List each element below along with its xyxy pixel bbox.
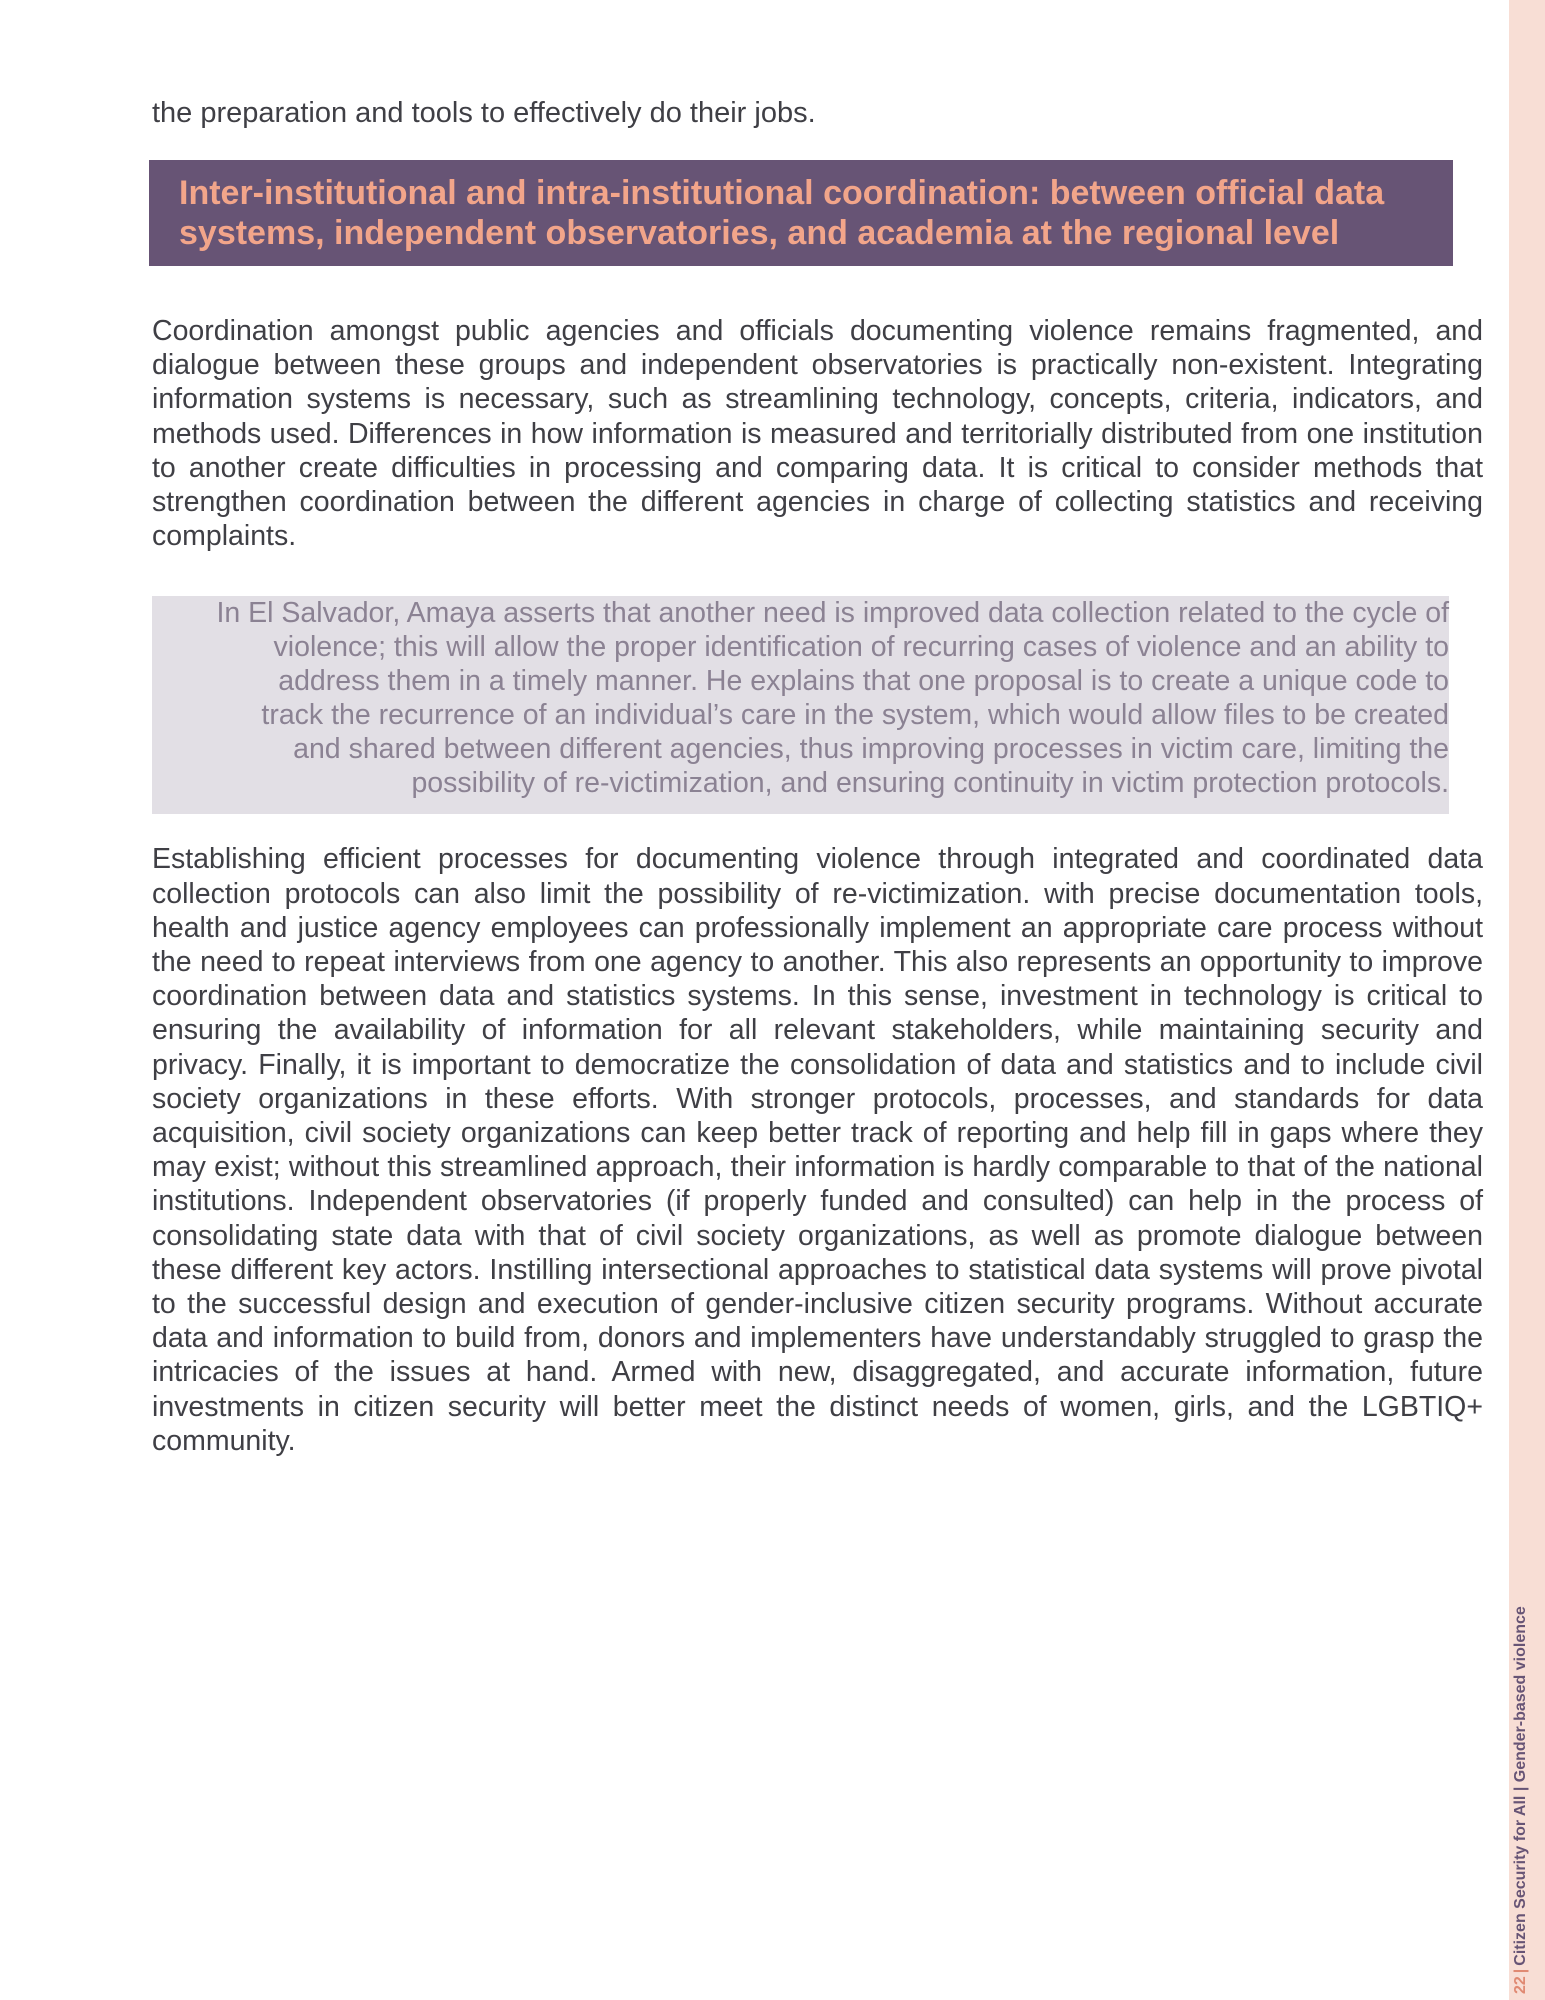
document-title: Citizen Security for All | Gender-based violence [1512, 1606, 1529, 1966]
section-heading [149, 160, 1453, 266]
heading-line-1: Inter-institutional and intra-institutional coordination: between official data [179, 174, 1385, 212]
intro-text: the preparation and tools to effectively do their jobs. [152, 97, 816, 129]
paragraph-coordination: Coordination amongst public agencies and officials documenting violence remains fragmented, and dialogue between these groups and independent observatories is practically non-existent. Integrating information systems is necessary, such as streamlining technology, concepts, criteria, indicators, and methods used. Differences in how information is measured and territorially distributed from one institution to another create difficulties in processing and comparing data. It is critical to consider methods that strengthen coordination between the different agencies in charge of collecting statistics and receiving complaints. [152, 315, 1483, 553]
heading-line-2: systems, independent observatories, and academia at the regional level [179, 214, 1340, 252]
paragraph-processes: Establishing efficient processes for documenting violence through integrated and coordinated data collection protocols can also limit the possibility of re-victimization. with precise documentation tools, health and justice agency employees can professionally implement an appropriate care process without the need to repeat interviews from one agency to another. This also represents an opportunity to improve coordination between data and statistics systems. In this sense, investment in technology is critical to ensuring the availability of information for all relevant stakeholders, while maintaining security and privacy. Finally, it is important to democratize the consolidation of data and statistics and to include civil society organizations in these efforts. With stronger protocols, processes, and standards for data acquisition, civil society organizations can keep better track of reporting and help fill in gaps where they may exist; without this streamlined approach, their information is hardly comparable to that of the national institutions. Independent observatories (if properly funded and consulted) can help in the process of consolidating state data with that of civil society organizations, as well as promote dialogue between these different key actors. Instilling intersectional approaches to statistical data systems will prove pivotal to the successful design and execution of gender-inclusive citizen security programs. Without accurate data and information to build from, donors and implementers have understandably struggled to grasp the intricacies of the issues at hand. Armed with new, disaggregated, and accurate information, future investments in citizen security will better meet the distinct needs of women, girls, and the LGBTIQ+ community. [152, 843, 1483, 1457]
page-number: 22 [1512, 1976, 1529, 1994]
callout-box [152, 596, 1449, 814]
footer-separator: | [1512, 1968, 1529, 1974]
callout-text: In El Salvador, Amaya asserts that another need is improved data collection related to the cycle of violence; this will allow the proper identification of recurring cases of violence and an ability to address them in a timely manner. He explains that one proposal is to create a unique code to track the recurrence of an individual’s care in the system, which would allow files to be created and shared between different agencies, thus improving processes in victim care, limiting the possibility of re-victimization, and ensuring continuity in victim protection protocols. [216, 597, 1449, 800]
section-heading-text [179, 173, 1423, 253]
page-content [152, 96, 1483, 1458]
running-footer [1511, 1554, 1531, 1994]
